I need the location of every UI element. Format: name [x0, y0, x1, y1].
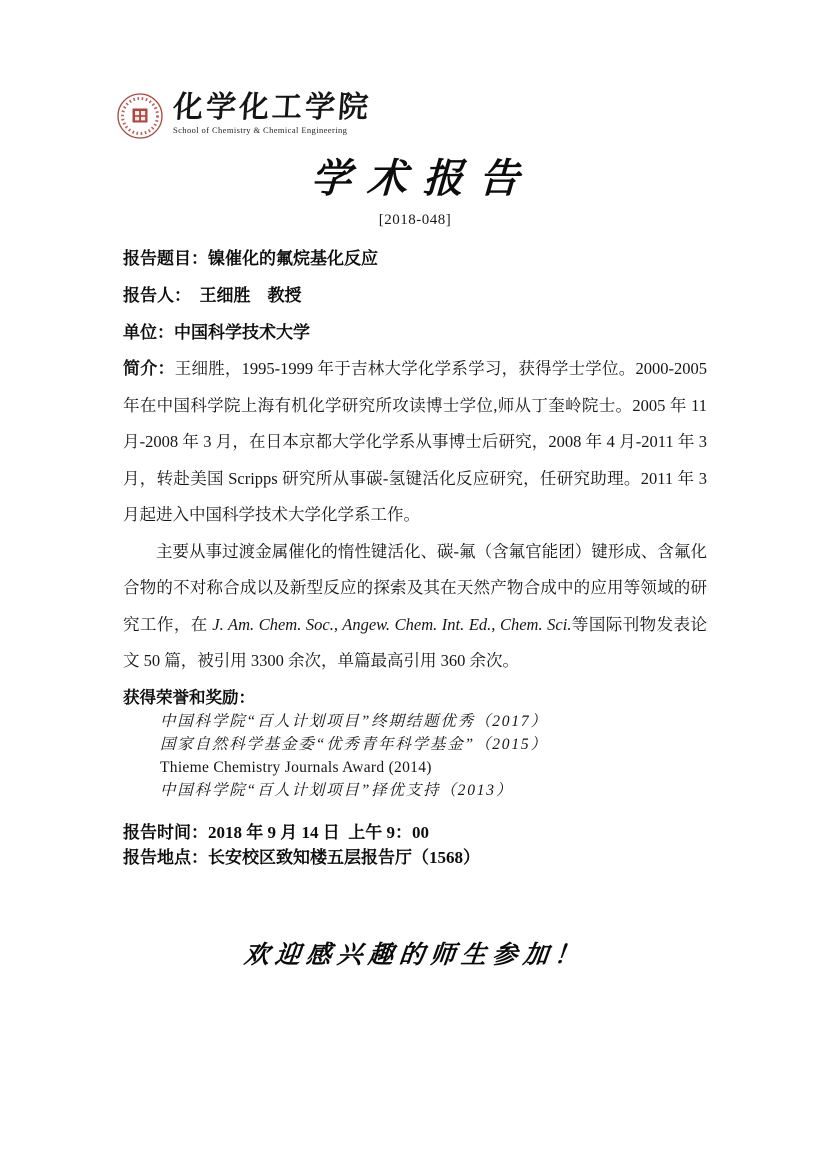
report-location: [123, 845, 707, 871]
report-time: [123, 820, 707, 846]
bio-paragraph-2: [123, 534, 707, 680]
field-affiliation: [123, 314, 707, 351]
school-logo-text: [173, 92, 371, 135]
award-item: 中国科学院“百人计划项目”择优支持（2013）: [160, 781, 514, 799]
field-speaker: [123, 277, 707, 314]
school-logo: [115, 92, 707, 142]
bio-text-2b: 等国际刊物发表论文 50 篇，被引用 3300 余次，单篇最高引用 360 余次。: [123, 614, 708, 670]
school-seal-icon: [115, 92, 165, 147]
field-value: 中国科学技术大学: [174, 323, 310, 342]
award-item: 国家自然科学基金委“优秀青年科学基金”（2015）: [160, 735, 548, 753]
award-item: Thieme Chemistry Journals Award (2014): [160, 758, 432, 776]
field-label: 报告题目：: [123, 249, 208, 268]
field-label: 报告人：: [123, 286, 183, 305]
field-label: 单位：: [123, 323, 174, 342]
school-name-en: School of Chemistry & Chemical Engineering: [173, 125, 348, 135]
schedule-value: 长安校区致知楼五层报告厅（1568）: [208, 848, 480, 867]
bio-label: 简介：: [123, 359, 175, 378]
schedule-label: 报告时间：: [123, 822, 208, 842]
report-fields: [123, 240, 707, 351]
bio-paragraph-1: [123, 351, 712, 534]
journal-names: J. Am. Chem. Soc., Angew. Chem. Int. Ed., Chem. Sci.: [212, 614, 572, 634]
schedule-block: [123, 820, 707, 871]
schedule-label: 报告地点：: [123, 848, 208, 867]
school-name-cn: 化学化工学院: [171, 91, 373, 124]
schedule-value: 2018 年 9 月 14 日 上午 9：00: [208, 822, 429, 842]
field-value: 王细胜 教授: [182, 286, 302, 305]
award-item: 中国科学院“百人计划项目”终期结题优秀（2017）: [160, 712, 548, 730]
awards-heading: 获得荣誉和奖励：: [123, 687, 255, 707]
bio-text-2a: 主要从事过渡金属催化的惰性键活化、碳-氟（含氟官能团）键形成、含氟化合物的不对称合成以及新型反应的探索及其在天然产物合成中的应用等领域的研究工作，在: [123, 541, 707, 634]
document-title: 学术报告: [310, 156, 536, 201]
field-value: 镍催化的氟烷基化反应: [208, 249, 378, 268]
report-number: [2018-048]: [378, 212, 452, 228]
bio-text-1: 王细胜，1995-1999 年于吉林大学化学系学习，获得学士学位。2000-2005 年在中国科学院上海有机化学研究所攻读博士学位,师从丁奎岭院士。2005 年 11 月-2008 年 3 月，在日本京都大学化学系从事博士后研究，2008 年 4 月-2011 年 3 月，转赴美国 Scripps 研究所从事碳-氢键活化反应研究，任研究助理。2011 年 3 月起进入中国科学技术大学化学系工作。: [123, 359, 712, 524]
welcome-message: 欢迎感兴趣的师生参加！: [242, 941, 587, 969]
field-report-topic: [123, 240, 707, 277]
